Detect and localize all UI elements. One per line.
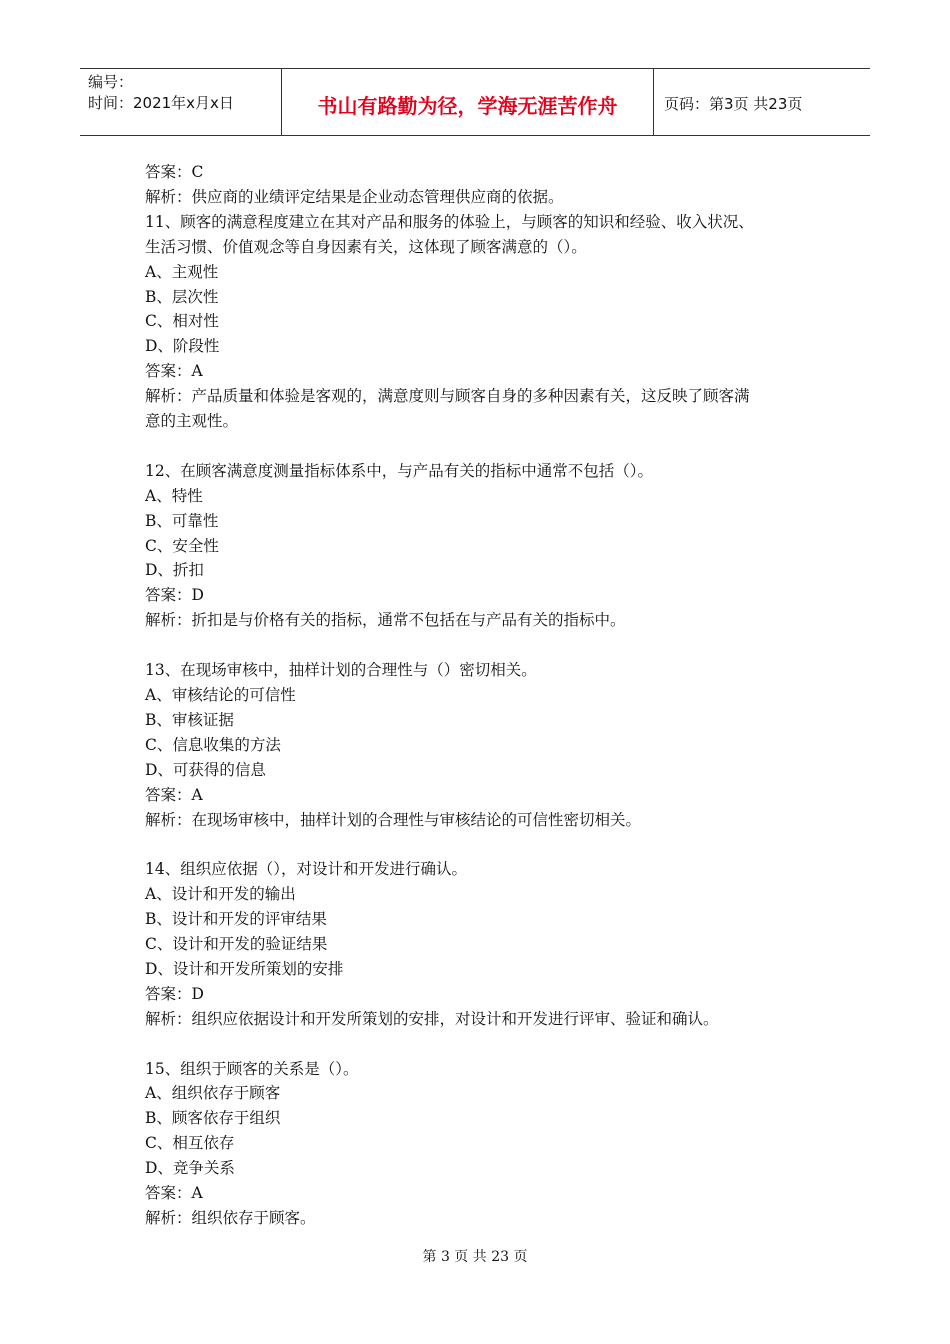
blank-line — [145, 1032, 825, 1057]
header-meta — [80, 69, 282, 135]
header-motto: 书山有路勤为径，学海无涯苦作舟 — [282, 69, 654, 135]
text-line: 答案：D — [145, 984, 204, 1003]
text-line: 解析：组织依存于顾客。 — [145, 1209, 316, 1227]
text-line: 解析：在现场审核中，抽样计划的合理性与审核结论的可信性密切相关。 — [145, 810, 642, 829]
text-line: 13、在现场审核中，抽样计划的合理性与（）密切相关。 — [145, 661, 537, 680]
text-line: B、可靠性 — [145, 511, 219, 530]
document-number-label: 编号： — [88, 73, 134, 91]
text-line: C、安全性 — [145, 536, 219, 555]
text-line: 解析：供应商的业绩评定结果是企业动态管理供应商的依据。 — [145, 187, 564, 206]
page-header — [80, 68, 870, 136]
document-time: 时间：2021年x月x日 — [88, 94, 234, 112]
text-line: 解析：产品质量和体验是客观的，满意度则与顾客自身的多种因素有关，这反映了顾客满 — [145, 387, 750, 406]
text-line: D、竞争关系 — [145, 1159, 235, 1178]
text-line: A、主观性 — [145, 262, 219, 281]
text-line: C、设计和开发的验证结果 — [145, 935, 328, 954]
text-line: 答案：C — [145, 163, 204, 181]
text-line: C、信息收集的方法 — [145, 735, 281, 754]
text-line: 解析：折扣是与价格有关的指标，通常不包括在与产品有关的指标中。 — [145, 611, 626, 630]
text-line: 生活习惯、价值观念等自身因素有关，这体现了顾客满意的（）。 — [145, 237, 587, 256]
text-line: 15、组织于顾客的关系是（）。 — [145, 1059, 359, 1078]
text-line: 14、组织应依据（），对设计和开发进行确认。 — [145, 860, 467, 879]
text-line: D、阶段性 — [145, 337, 220, 356]
text-line: B、审核证据 — [145, 710, 234, 729]
blank-line — [145, 633, 825, 658]
text-line: D、折扣 — [145, 561, 204, 580]
text-line: B、设计和开发的评审结果 — [145, 910, 327, 929]
text-line: 答案：A — [145, 785, 203, 804]
text-line: D、设计和开发所策划的安排 — [145, 959, 344, 978]
text-line: A、设计和开发的输出 — [145, 885, 296, 904]
text-line: 12、在顾客满意度测量指标体系中，与产品有关的指标中通常不包括（）。 — [145, 461, 653, 480]
text-line: 答案：A — [145, 362, 203, 381]
text-line: C、相对性 — [145, 312, 219, 331]
text-line: 11、顾客的满意程度建立在其对产品和服务的体验上，与顾客的知识和经验、收入状况、 — [145, 212, 754, 231]
text-line: 答案：A — [145, 1184, 203, 1203]
blank-line — [145, 434, 825, 459]
text-line: A、审核结论的可信性 — [145, 686, 296, 704]
text-line: C、相互依存 — [145, 1134, 235, 1153]
page-footer: 第 3 页 共 23 页 — [422, 1249, 528, 1265]
header-page-info: 页码：第3页 共23页 — [664, 94, 803, 113]
text-line: A、组织依存于顾客 — [145, 1084, 281, 1103]
text-line: 解析：组织应依据设计和开发所策划的安排，对设计和开发进行评审、验证和确认。 — [145, 1009, 719, 1028]
text-line: D、可获得的信息 — [145, 760, 266, 779]
blank-line — [145, 832, 825, 857]
text-line: 答案：D — [145, 586, 204, 605]
text-line: 意的主观性。 — [145, 412, 239, 431]
text-line: B、顾客依存于组织 — [145, 1109, 281, 1128]
text-line: B、层次性 — [145, 287, 219, 306]
document-body — [145, 160, 825, 1231]
text-line: A、特性 — [145, 486, 203, 505]
